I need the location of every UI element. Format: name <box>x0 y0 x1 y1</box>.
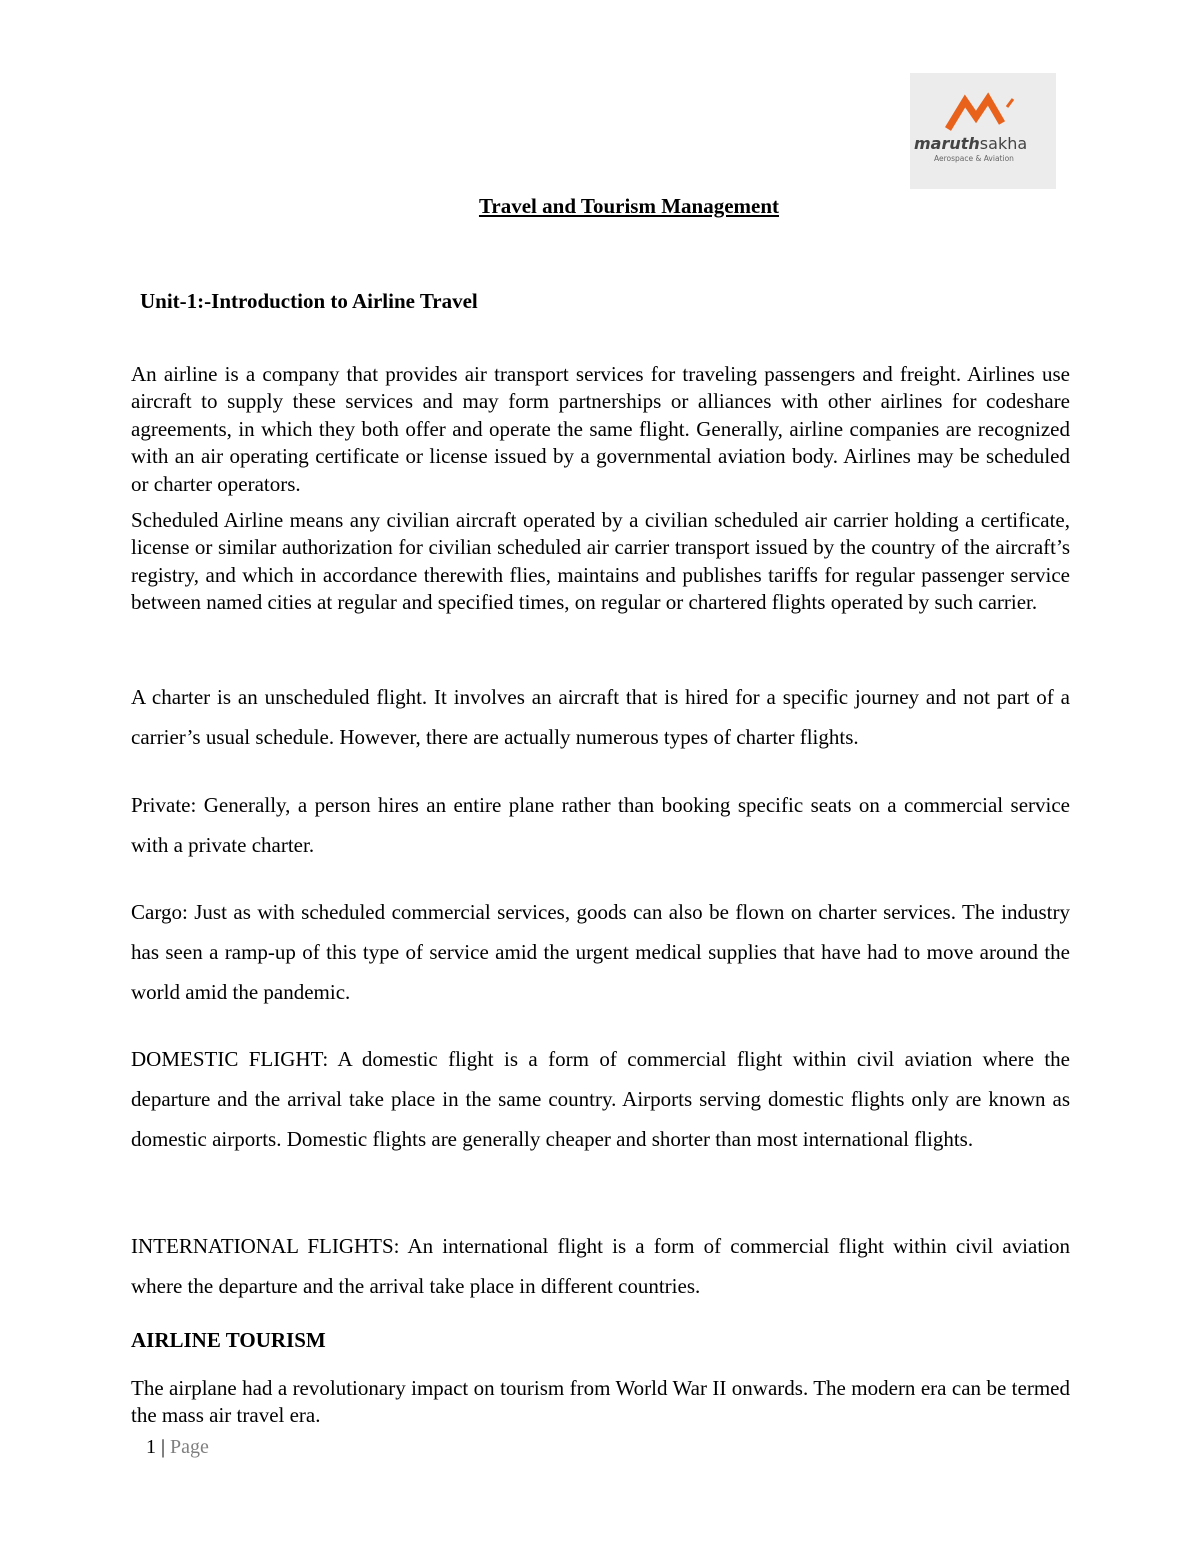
document-title: Travel and Tourism Management <box>478 194 780 218</box>
paragraph-airline: An airline is a company that provides air transport services for traveling passengers and freight. Airlines use aircraft to supply these services and may form partnerships or alliances with other airlines for codeshare agreements, in which they both offer and operate the same flight. Generally, airline companies are recognized with an air operating certificate or license issued by a governmental aviation body. Airlines may be scheduled or charter operators. <box>131 362 1070 496</box>
unit-heading: Unit-1:-Introduction to Airline Travel <box>140 289 478 313</box>
logo-tagline: Aerospace & Aviation <box>934 154 1014 163</box>
logo-wordmark: maruthsakha <box>914 134 1028 153</box>
logo-mountain-icon <box>910 73 1056 189</box>
paragraph-international-flights: INTERNATIONAL FLIGHTS: An international flight is a form of commercial flight within civil aviation where the departure and the arrival take place in different countries. <box>131 1234 1070 1298</box>
paragraph-private-charter: Private: Generally, a person hires an entire plane rather than booking specific seats on a commercial service with a private charter. <box>131 793 1070 857</box>
paragraph-scheduled-airline: Scheduled Airline means any civilian aircraft operated by a civilian scheduled air carrier holding a certificate, license or similar authorization for civilian scheduled air carrier transport issued by the country of the aircraft’s registry, and which in accordance therewith flies, maintains and publishes tariffs for regular passenger service between named cities at regular and specified times, on regular or chartered flights operated by such carrier. <box>131 508 1070 615</box>
company-logo <box>910 73 1056 189</box>
page-separator: | <box>156 1436 171 1458</box>
paragraph-charter: A charter is an unscheduled flight. It involves an aircraft that is hired for a specific journey and not part of a carrier’s usual schedule. However, there are actually numerous types of charter flights. <box>131 685 1070 749</box>
section-heading-airline-tourism: AIRLINE TOURISM <box>131 1328 326 1352</box>
paragraph-airline-tourism: The airplane had a revolutionary impact on tourism from World War II onwards. The modern era can be termed the mass air travel era. <box>131 1376 1070 1428</box>
page-label: Page <box>170 1436 209 1458</box>
paragraph-domestic-flight: DOMESTIC FLIGHT: A domestic flight is a form of commercial flight within civil aviation where the departure and the arrival take place in the same country. Airports serving domestic flights only are known as domestic airports. Domestic flights are generally cheaper and shorter than most international flights. <box>131 1047 1070 1151</box>
paragraph-cargo-charter: Cargo: Just as with scheduled commercial services, goods can also be flown on charter services. The industry has seen a ramp-up of this type of service amid the urgent medical supplies that have had to move around the world amid the pandemic. <box>131 900 1070 1004</box>
page-footer <box>146 1436 209 1459</box>
page-number: 1 <box>146 1436 156 1458</box>
